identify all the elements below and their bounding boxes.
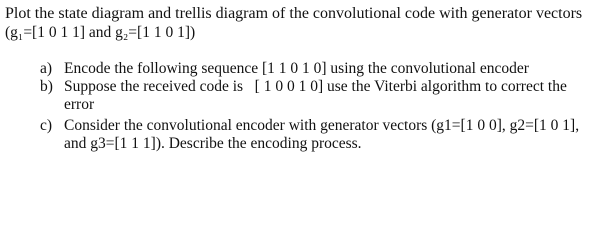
intro-line-2: (g₁=[1 0 1 1] and g₂=[1 1 0 1]) [5, 24, 196, 41]
sub-question-text-line: and g3=[1 1 1]). Describe the encoding process. [64, 135, 362, 152]
sub-question-text: Encode the following sequence [1 1 0 1 0] using the convolutional encoder [64, 60, 529, 77]
sub-question-a [40, 60, 605, 78]
sub-question-marker: b) [40, 78, 53, 95]
intro-line-1: Plot the state diagram and trellis diagram of the convolutional code with generator vectors [5, 5, 583, 22]
sub-question-text-line: error [64, 96, 95, 113]
sub-question-text-block [64, 117, 605, 153]
sub-question-text-line: Suppose the received code is [ 1 0 0 1 0] use the Viterbi algorithm to correct the [64, 78, 567, 95]
sub-question-text-line: Consider the convolutional encoder with generator vectors (g1=[1 0 0], g2=[1 0 1], [64, 117, 580, 134]
sub-question-list [40, 60, 605, 153]
sub-question-text-block [64, 78, 605, 114]
sub-question-c [40, 117, 605, 153]
sub-question-marker: a) [40, 60, 53, 77]
question-intro [5, 4, 605, 42]
sub-question-marker: c) [40, 117, 53, 134]
sub-question-b [40, 78, 605, 114]
